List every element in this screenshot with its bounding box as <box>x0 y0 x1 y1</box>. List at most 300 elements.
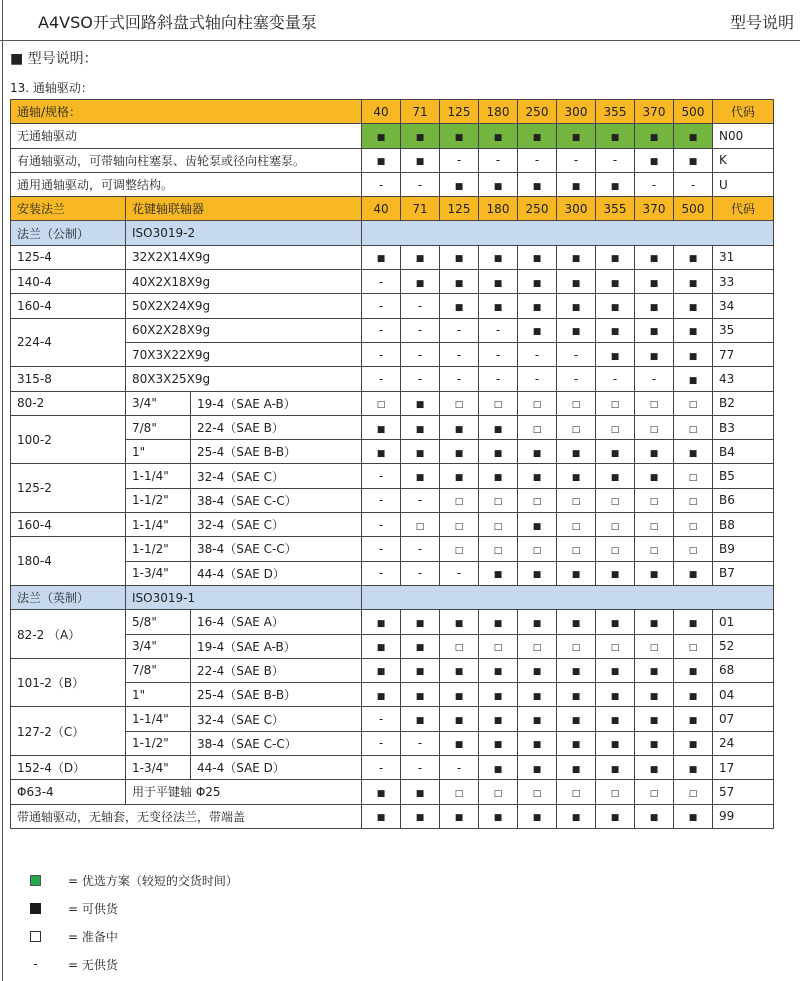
spline-spec: 44-4（SAE D） <box>191 561 362 585</box>
not-available-mark: - <box>378 469 384 484</box>
availability-cell <box>557 513 596 537</box>
availability-cell <box>518 464 557 488</box>
available-mark: ■ <box>454 473 464 484</box>
flange-size: Φ63-4 <box>11 780 126 804</box>
availability-cell <box>557 440 596 464</box>
available-mark: ■ <box>532 181 542 192</box>
legend-text: = 无供货 <box>68 957 118 972</box>
flange-size: 315-8 <box>11 367 126 391</box>
available-mark: ■ <box>454 448 464 459</box>
available-mark: ■ <box>610 303 620 314</box>
available-mark: ■ <box>610 667 620 678</box>
available-mark: ■ <box>454 618 464 629</box>
flange-size: 140-4 <box>11 270 126 294</box>
flange-size: 160-4 <box>11 513 126 537</box>
not-available-mark: - <box>417 347 423 362</box>
in-preparation-mark: □ <box>610 788 620 799</box>
availability-cell <box>479 172 518 196</box>
table-row <box>11 464 774 488</box>
order-code: B8 <box>713 513 774 537</box>
available-mark: ■ <box>493 181 503 192</box>
legend-item <box>30 950 238 978</box>
shaft-inch-size: 1-1/4" <box>126 707 191 731</box>
spline-spec: 44-4（SAE D） <box>191 756 362 780</box>
not-available-mark: - <box>417 299 423 314</box>
shaft-inch-size: 1-1/2" <box>126 488 191 512</box>
order-code: N00 <box>713 124 774 148</box>
in-preparation-mark: □ <box>649 545 659 556</box>
in-preparation-mark: □ <box>454 497 464 508</box>
availability-cell <box>401 513 440 537</box>
spline-spec: 60X2X28X9g <box>126 318 362 342</box>
availability-cell <box>440 731 479 755</box>
availability-cell <box>635 561 674 585</box>
available-mark: ■ <box>415 424 425 435</box>
availability-cell <box>401 415 440 439</box>
in-preparation-mark: □ <box>493 788 503 799</box>
available-mark: ■ <box>532 132 542 143</box>
available-mark: ■ <box>571 667 581 678</box>
in-preparation-mark: □ <box>649 521 659 532</box>
order-code: 17 <box>713 756 774 780</box>
availability-cell <box>440 804 479 828</box>
available-mark: ■ <box>532 667 542 678</box>
page-border <box>2 0 3 981</box>
availability-cell <box>362 415 401 439</box>
in-preparation-mark: □ <box>454 545 464 556</box>
spline-spec: 38-4（SAE C-C） <box>191 488 362 512</box>
availability-cell <box>635 318 674 342</box>
availability-cell <box>479 610 518 634</box>
legend-text: = 可供货 <box>68 901 118 916</box>
availability-cell <box>401 270 440 294</box>
table-row <box>11 415 774 439</box>
availability-cell <box>518 707 557 731</box>
in-preparation-mark: □ <box>532 424 542 435</box>
available-mark: ■ <box>376 132 386 143</box>
in-preparation-mark: □ <box>610 521 620 532</box>
table-row <box>11 780 774 804</box>
size-header-71: 71 <box>401 100 440 124</box>
in-preparation-mark: □ <box>454 521 464 532</box>
availability-cell <box>401 367 440 391</box>
available-mark: ■ <box>610 618 620 629</box>
availability-cell <box>596 561 635 585</box>
table-row <box>11 610 774 634</box>
availability-cell <box>635 367 674 391</box>
not-available-mark: - <box>417 323 423 338</box>
availability-cell <box>362 658 401 682</box>
table-row <box>11 561 774 585</box>
not-available-mark: - <box>378 177 384 192</box>
in-preparation-mark: □ <box>610 400 620 411</box>
availability-cell <box>440 488 479 512</box>
available-mark: ■ <box>688 813 698 824</box>
availability-cell <box>518 415 557 439</box>
order-code: B5 <box>713 464 774 488</box>
size-header-40: 40 <box>362 100 401 124</box>
availability-cell <box>401 124 440 148</box>
availability-cell <box>479 780 518 804</box>
available-mark: ■ <box>610 351 620 362</box>
available-mark: ■ <box>610 570 620 581</box>
availability-cell <box>596 537 635 561</box>
available-mark: ■ <box>610 473 620 484</box>
in-preparation-mark: □ <box>376 400 386 411</box>
availability-cell <box>479 683 518 707</box>
in-preparation-mark: □ <box>610 424 620 435</box>
availability-cell <box>362 270 401 294</box>
in-preparation-mark: □ <box>688 643 698 654</box>
available-mark: ■ <box>415 473 425 484</box>
order-code: 31 <box>713 245 774 269</box>
order-code: 33 <box>713 270 774 294</box>
size-header-250: 250 <box>518 100 557 124</box>
available-mark: ■ <box>532 716 542 727</box>
availability-cell <box>674 391 713 415</box>
availability-cell <box>557 391 596 415</box>
table-row <box>11 124 774 148</box>
availability-cell <box>674 464 713 488</box>
flange-size: 127-2（C） <box>11 707 126 756</box>
available-mark: ■ <box>649 764 659 775</box>
availability-cell <box>440 610 479 634</box>
not-available-mark: - <box>456 153 462 168</box>
available-mark: ■ <box>571 254 581 265</box>
availability-cell <box>674 683 713 707</box>
availability-cell <box>596 780 635 804</box>
available-mark: ■ <box>454 303 464 314</box>
legend-swatch-empty <box>30 931 41 942</box>
section-standard: ISO3019-2 <box>126 221 362 245</box>
available-mark: ■ <box>532 448 542 459</box>
available-mark: ■ <box>571 327 581 338</box>
availability-cell <box>401 780 440 804</box>
table-row <box>11 245 774 269</box>
availability-cell <box>557 342 596 366</box>
availability-cell <box>479 342 518 366</box>
available-mark: ■ <box>493 132 503 143</box>
available-mark: ■ <box>610 813 620 824</box>
not-available-mark: - <box>378 299 384 314</box>
availability-cell <box>557 610 596 634</box>
size-header-71: 71 <box>401 197 440 221</box>
available-mark: ■ <box>688 351 698 362</box>
shaft-inch-size: 7/8" <box>126 658 191 682</box>
available-mark: ■ <box>415 788 425 799</box>
availability-cell <box>518 318 557 342</box>
availability-cell <box>635 391 674 415</box>
order-code: 01 <box>713 610 774 634</box>
code-header: 代码 <box>713 100 774 124</box>
legend-item <box>30 922 238 950</box>
availability-cell <box>557 172 596 196</box>
availability-cell <box>518 561 557 585</box>
not-available-mark: - <box>495 347 501 362</box>
order-code: 57 <box>713 780 774 804</box>
order-code: 77 <box>713 342 774 366</box>
in-preparation-mark: □ <box>688 473 698 484</box>
availability-cell <box>401 537 440 561</box>
availability-cell <box>362 804 401 828</box>
availability-cell <box>401 756 440 780</box>
not-available-mark: - <box>573 347 579 362</box>
availability-cell <box>635 658 674 682</box>
row-label: 带通轴驱动，无轴套，无变径法兰，带端盖 <box>11 804 362 828</box>
availability-cell <box>518 245 557 269</box>
availability-cell <box>518 488 557 512</box>
in-preparation-mark: □ <box>532 545 542 556</box>
flange-size: 160-4 <box>11 294 126 318</box>
availability-cell <box>674 561 713 585</box>
size-header-300: 300 <box>557 197 596 221</box>
in-preparation-mark: □ <box>532 788 542 799</box>
available-mark: ■ <box>571 740 581 751</box>
table-row <box>11 683 774 707</box>
in-preparation-mark: □ <box>532 400 542 411</box>
availability-cell <box>596 124 635 148</box>
section-fill <box>362 221 774 245</box>
not-available-mark: - <box>417 566 423 581</box>
available-mark: ■ <box>571 764 581 775</box>
availability-cell <box>674 172 713 196</box>
spline-spec: 32-4（SAE C） <box>191 707 362 731</box>
not-available-mark: - <box>378 566 384 581</box>
table-row <box>11 634 774 658</box>
availability-cell <box>518 634 557 658</box>
not-available-mark: - <box>534 153 540 168</box>
table-row <box>11 488 774 512</box>
available-mark: ■ <box>649 254 659 265</box>
availability-cell <box>518 148 557 172</box>
not-available-mark: - <box>417 493 423 508</box>
availability-cell <box>596 294 635 318</box>
availability-cell <box>401 683 440 707</box>
available-mark: ■ <box>649 327 659 338</box>
available-mark: ■ <box>415 132 425 143</box>
not-available-mark: - <box>417 736 423 751</box>
availability-cell <box>674 124 713 148</box>
availability-cell <box>362 488 401 512</box>
order-code: U <box>713 172 774 196</box>
availability-cell <box>362 756 401 780</box>
availability-cell <box>362 172 401 196</box>
available-mark: ■ <box>649 473 659 484</box>
flange-size: 125-2 <box>11 464 126 513</box>
available-mark: ■ <box>376 424 386 435</box>
availability-cell <box>674 148 713 172</box>
availability-cell <box>635 172 674 196</box>
availability-cell <box>362 707 401 731</box>
spline-spec: 16-4（SAE A） <box>191 610 362 634</box>
available-mark: ■ <box>415 157 425 168</box>
available-mark: ■ <box>493 254 503 265</box>
in-preparation-mark: □ <box>649 424 659 435</box>
availability-cell <box>557 804 596 828</box>
available-mark: ■ <box>688 132 698 143</box>
order-code: 24 <box>713 731 774 755</box>
availability-cell <box>518 270 557 294</box>
not-available-mark: - <box>378 323 384 338</box>
availability-cell <box>479 367 518 391</box>
availability-cell <box>362 731 401 755</box>
availability-cell <box>596 245 635 269</box>
availability-cell <box>596 488 635 512</box>
availability-cell <box>596 148 635 172</box>
availability-cell <box>518 610 557 634</box>
availability-cell <box>440 342 479 366</box>
available-mark: ■ <box>610 764 620 775</box>
row-label: 无通轴驱动 <box>11 124 362 148</box>
in-preparation-mark: □ <box>493 643 503 654</box>
order-code: 43 <box>713 367 774 391</box>
availability-cell <box>674 513 713 537</box>
coupling-header: 花键轴联轴器 <box>126 197 362 221</box>
availability-cell <box>557 537 596 561</box>
availability-cell <box>362 391 401 415</box>
size-header-355: 355 <box>596 100 635 124</box>
available-mark: ■ <box>493 278 503 289</box>
size-header-370: 370 <box>635 100 674 124</box>
available-mark: ■ <box>688 740 698 751</box>
size-header-180: 180 <box>479 100 518 124</box>
available-mark: ■ <box>649 351 659 362</box>
availability-cell <box>401 488 440 512</box>
availability-cell <box>518 683 557 707</box>
not-available-mark: - <box>417 371 423 386</box>
available-mark: ■ <box>688 716 698 727</box>
availability-cell <box>596 610 635 634</box>
availability-cell <box>635 780 674 804</box>
available-mark: ■ <box>649 716 659 727</box>
availability-cell <box>674 610 713 634</box>
availability-cell <box>557 245 596 269</box>
available-mark: ■ <box>688 303 698 314</box>
not-available-mark: - <box>417 541 423 556</box>
available-mark: ■ <box>610 278 620 289</box>
availability-cell <box>362 148 401 172</box>
availability-cell <box>596 707 635 731</box>
availability-cell <box>440 415 479 439</box>
availability-cell <box>401 804 440 828</box>
available-mark: ■ <box>454 181 464 192</box>
available-mark: ■ <box>454 132 464 143</box>
availability-cell <box>557 318 596 342</box>
availability-cell <box>479 245 518 269</box>
availability-cell <box>518 513 557 537</box>
available-mark: ■ <box>532 691 542 702</box>
availability-cell <box>518 367 557 391</box>
size-header-500: 500 <box>674 100 713 124</box>
available-mark: ■ <box>532 740 542 751</box>
size-header-250: 250 <box>518 197 557 221</box>
availability-cell <box>557 367 596 391</box>
flange-size: 82-2 （A） <box>11 610 126 659</box>
available-mark: ■ <box>649 740 659 751</box>
legend-item <box>30 866 238 894</box>
available-mark: ■ <box>688 254 698 265</box>
section-fill <box>362 585 774 609</box>
availability-cell <box>596 318 635 342</box>
flange-size: 152-4（D） <box>11 756 126 780</box>
in-preparation-mark: □ <box>688 545 698 556</box>
available-mark: ■ <box>649 570 659 581</box>
section-heading: ■ 型号说明： <box>10 51 98 67</box>
availability-cell <box>440 561 479 585</box>
availability-cell <box>557 780 596 804</box>
row-label: 通用通轴驱动，可调整结构。 <box>11 172 362 196</box>
available-mark: ■ <box>376 448 386 459</box>
availability-cell <box>674 707 713 731</box>
availability-cell <box>440 124 479 148</box>
available-mark: ■ <box>688 278 698 289</box>
availability-cell <box>674 537 713 561</box>
spline-spec: 38-4（SAE C-C） <box>191 537 362 561</box>
order-code: 52 <box>713 634 774 658</box>
page-header <box>0 0 800 41</box>
available-mark: ■ <box>454 813 464 824</box>
available-mark: ■ <box>571 278 581 289</box>
availability-cell <box>362 294 401 318</box>
availability-cell <box>518 391 557 415</box>
shaft-inch-size: 1-3/4" <box>126 756 191 780</box>
table-row <box>11 148 774 172</box>
availability-cell <box>401 148 440 172</box>
availability-cell <box>596 731 635 755</box>
available-mark: ■ <box>532 570 542 581</box>
availability-cell <box>596 513 635 537</box>
availability-cell <box>440 658 479 682</box>
order-code: 35 <box>713 318 774 342</box>
available-mark: ■ <box>493 618 503 629</box>
through-drive-table <box>10 99 774 829</box>
availability-cell <box>674 804 713 828</box>
order-code: K <box>713 148 774 172</box>
availability-cell <box>635 415 674 439</box>
in-preparation-mark: □ <box>610 545 620 556</box>
in-preparation-mark: □ <box>493 545 503 556</box>
available-mark: ■ <box>532 327 542 338</box>
available-mark: ■ <box>571 181 581 192</box>
available-mark: ■ <box>571 813 581 824</box>
table-row <box>11 318 774 342</box>
availability-cell <box>479 124 518 148</box>
available-mark: ■ <box>649 303 659 314</box>
available-mark: ■ <box>415 278 425 289</box>
availability-cell <box>518 731 557 755</box>
not-available-mark: - <box>378 736 384 751</box>
available-mark: ■ <box>493 448 503 459</box>
availability-cell <box>557 464 596 488</box>
available-mark: ■ <box>493 570 503 581</box>
not-available-mark: - <box>456 371 462 386</box>
available-mark: ■ <box>610 327 620 338</box>
legend-swatch-green <box>30 875 41 886</box>
availability-cell <box>674 634 713 658</box>
availability-cell <box>518 294 557 318</box>
not-available-mark: - <box>378 541 384 556</box>
not-available-mark: - <box>534 371 540 386</box>
available-mark: ■ <box>376 643 386 654</box>
availability-cell <box>362 367 401 391</box>
available-mark: ■ <box>454 691 464 702</box>
availability-cell <box>362 513 401 537</box>
order-code: 04 <box>713 683 774 707</box>
in-preparation-mark: □ <box>571 424 581 435</box>
spline-spec: 22-4（SAE B） <box>191 658 362 682</box>
available-mark: ■ <box>688 375 698 386</box>
available-mark: ■ <box>376 667 386 678</box>
